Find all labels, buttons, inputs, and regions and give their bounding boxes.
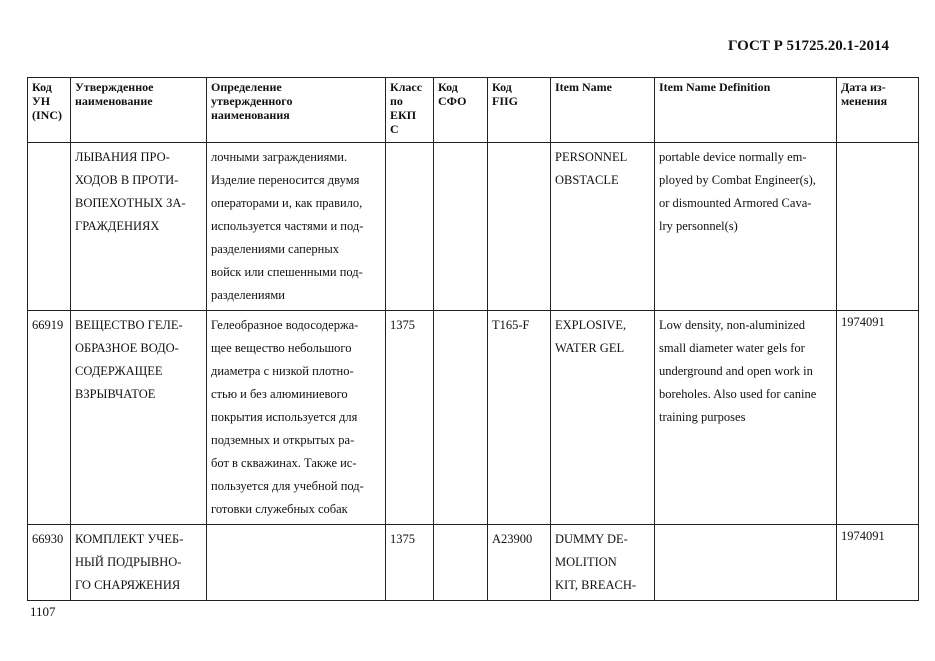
cell-line: стью и без алюминиевого bbox=[211, 387, 348, 401]
column-header-name bbox=[71, 78, 207, 143]
cell-line: underground and open work in bbox=[659, 364, 813, 378]
cell-line: or dismounted Armored Cava- bbox=[659, 196, 812, 210]
cell-line: пользуется для учебной под- bbox=[211, 479, 364, 493]
cell-line: EXPLOSIVE, bbox=[555, 318, 627, 332]
cell-item-name bbox=[551, 143, 655, 311]
column-header-line: утвержденного bbox=[211, 94, 293, 108]
cell-change-date bbox=[837, 311, 919, 525]
cell-item-name-definition bbox=[655, 143, 837, 311]
column-header-inc bbox=[28, 78, 71, 143]
column-header-line: FIIG bbox=[492, 94, 519, 108]
cell-line: DUMMY DE- bbox=[555, 532, 628, 546]
column-header-item-name-definition bbox=[655, 78, 837, 143]
column-header-line: наименования bbox=[211, 108, 290, 122]
cell-line: ХОДОВ В ПРОТИ- bbox=[75, 173, 179, 187]
cell-line: WATER GEL bbox=[555, 341, 625, 355]
cell-line: НЫЙ ПОДРЫВНО- bbox=[75, 555, 182, 569]
column-header-line: Определение bbox=[211, 80, 282, 94]
cell-value: 1974091 bbox=[841, 529, 885, 543]
column-header-line: по bbox=[390, 94, 403, 108]
cell-value: A23900 bbox=[492, 532, 533, 546]
cell-line: ОБРАЗНОЕ ВОДО- bbox=[75, 341, 179, 355]
cell-line: ployed by Combat Engineer(s), bbox=[659, 173, 816, 187]
cell-class bbox=[386, 311, 434, 525]
column-header-line: наименование bbox=[75, 94, 153, 108]
cell-value: T165-F bbox=[492, 318, 530, 332]
cell-value: 66919 bbox=[32, 318, 64, 332]
cell-line: подземных и открытых ра- bbox=[211, 433, 355, 447]
cell-line: используется частями и под- bbox=[211, 219, 364, 233]
table-row bbox=[28, 143, 919, 311]
cell-sfo bbox=[434, 525, 488, 601]
cell-line: ВЗРЫВЧАТОЕ bbox=[75, 387, 156, 401]
cell-inc bbox=[28, 143, 71, 311]
cell-line: KIT, BREACH- bbox=[555, 578, 637, 592]
cell-line: MOLITION bbox=[555, 555, 617, 569]
column-header-line: Код bbox=[492, 80, 512, 94]
cell-line: диаметра с низкой плотно- bbox=[211, 364, 354, 378]
cell-name bbox=[71, 311, 207, 525]
table-body bbox=[28, 143, 919, 601]
cell-inc bbox=[28, 311, 71, 525]
cell-value: 1375 bbox=[390, 318, 415, 332]
column-header-line: (INC) bbox=[32, 108, 62, 122]
column-header-line: УН bbox=[32, 94, 51, 108]
cell-line: Гелеобразное водосодержа- bbox=[211, 318, 359, 332]
catalog-table bbox=[27, 77, 919, 601]
cell-line: Изделие переносится двумя bbox=[211, 173, 360, 187]
cell-class bbox=[386, 143, 434, 311]
cell-fiig bbox=[488, 525, 551, 601]
column-header-change-date bbox=[837, 78, 919, 143]
cell-class bbox=[386, 525, 434, 601]
cell-line: операторами и, как правило, bbox=[211, 196, 363, 210]
cell-line: boreholes. Also used for canine bbox=[659, 387, 817, 401]
cell-sfo bbox=[434, 143, 488, 311]
cell-line: portable device normally em- bbox=[659, 150, 807, 164]
cell-line: разделениями bbox=[211, 288, 285, 302]
cell-line: PERSONNEL bbox=[555, 150, 628, 164]
column-header-item-name bbox=[551, 78, 655, 143]
column-header-line: С bbox=[390, 122, 399, 136]
header-row bbox=[28, 78, 919, 143]
cell-change-date bbox=[837, 143, 919, 311]
column-header-sfo bbox=[434, 78, 488, 143]
cell-line: СОДЕРЖАЩЕЕ bbox=[75, 364, 163, 378]
column-header-line: Дата из- bbox=[841, 80, 886, 94]
column-header-fiig bbox=[488, 78, 551, 143]
cell-item-name bbox=[551, 311, 655, 525]
cell-name bbox=[71, 525, 207, 601]
column-header-line: Item Name Definition bbox=[659, 80, 771, 94]
cell-fiig bbox=[488, 143, 551, 311]
cell-item-name-definition bbox=[655, 311, 837, 525]
cell-line: ГРАЖДЕНИЯХ bbox=[75, 219, 160, 233]
cell-definition bbox=[207, 143, 386, 311]
cell-line: покрытия используется для bbox=[211, 410, 358, 424]
cell-line: ГО СНАРЯЖЕНИЯ bbox=[75, 578, 181, 592]
cell-line: ВОПЕХОТНЫХ ЗА- bbox=[75, 196, 186, 210]
table-row bbox=[28, 525, 919, 601]
cell-line: готовки служебных собак bbox=[211, 502, 348, 516]
table-row bbox=[28, 311, 919, 525]
cell-line: лочными заграждениями. bbox=[211, 150, 348, 164]
column-header-line: Код bbox=[438, 80, 458, 94]
cell-line: OBSTACLE bbox=[555, 173, 619, 187]
cell-definition bbox=[207, 525, 386, 601]
cell-line: войск или спешенными под- bbox=[211, 265, 363, 279]
column-header-line: Item Name bbox=[555, 80, 612, 94]
cell-fiig bbox=[488, 311, 551, 525]
standard-designation: ГОСТ Р 51725.20.1-2014 bbox=[727, 38, 889, 54]
cell-inc bbox=[28, 525, 71, 601]
cell-name bbox=[71, 143, 207, 311]
cell-change-date bbox=[837, 525, 919, 601]
column-header-class bbox=[386, 78, 434, 143]
cell-line: lry personnel(s) bbox=[659, 219, 738, 233]
cell-item-name bbox=[551, 525, 655, 601]
column-header-definition bbox=[207, 78, 386, 143]
cell-line: Low density, non-aluminized bbox=[659, 318, 806, 332]
cell-line: small diameter water gels for bbox=[659, 341, 805, 355]
cell-value: 1375 bbox=[390, 532, 415, 546]
column-header-line: менения bbox=[841, 94, 888, 108]
cell-line: ВЕЩЕСТВО ГЕЛЕ- bbox=[75, 318, 183, 332]
cell-definition bbox=[207, 311, 386, 525]
page-number: 1107 bbox=[30, 604, 56, 619]
cell-line: КОМПЛЕКТ УЧЕБ- bbox=[75, 532, 184, 546]
cell-line: щее вещество небольшого bbox=[211, 341, 352, 355]
cell-line: ЛЫВАНИЯ ПРО- bbox=[75, 150, 170, 164]
cell-item-name-definition bbox=[655, 525, 837, 601]
cell-value: 66930 bbox=[32, 532, 64, 546]
column-header-line: Код bbox=[32, 80, 52, 94]
cell-line: training purposes bbox=[659, 410, 746, 424]
column-header-line: Утвержденное bbox=[75, 80, 154, 94]
column-header-line: СФО bbox=[438, 94, 467, 108]
cell-line: бот в скважинах. Также ис- bbox=[211, 456, 357, 470]
cell-sfo bbox=[434, 311, 488, 525]
cell-line: разделениями саперных bbox=[211, 242, 339, 256]
cell-value: 1974091 bbox=[841, 315, 885, 329]
column-header-line: ЕКП bbox=[390, 108, 417, 122]
column-header-line: Класс bbox=[390, 80, 423, 94]
